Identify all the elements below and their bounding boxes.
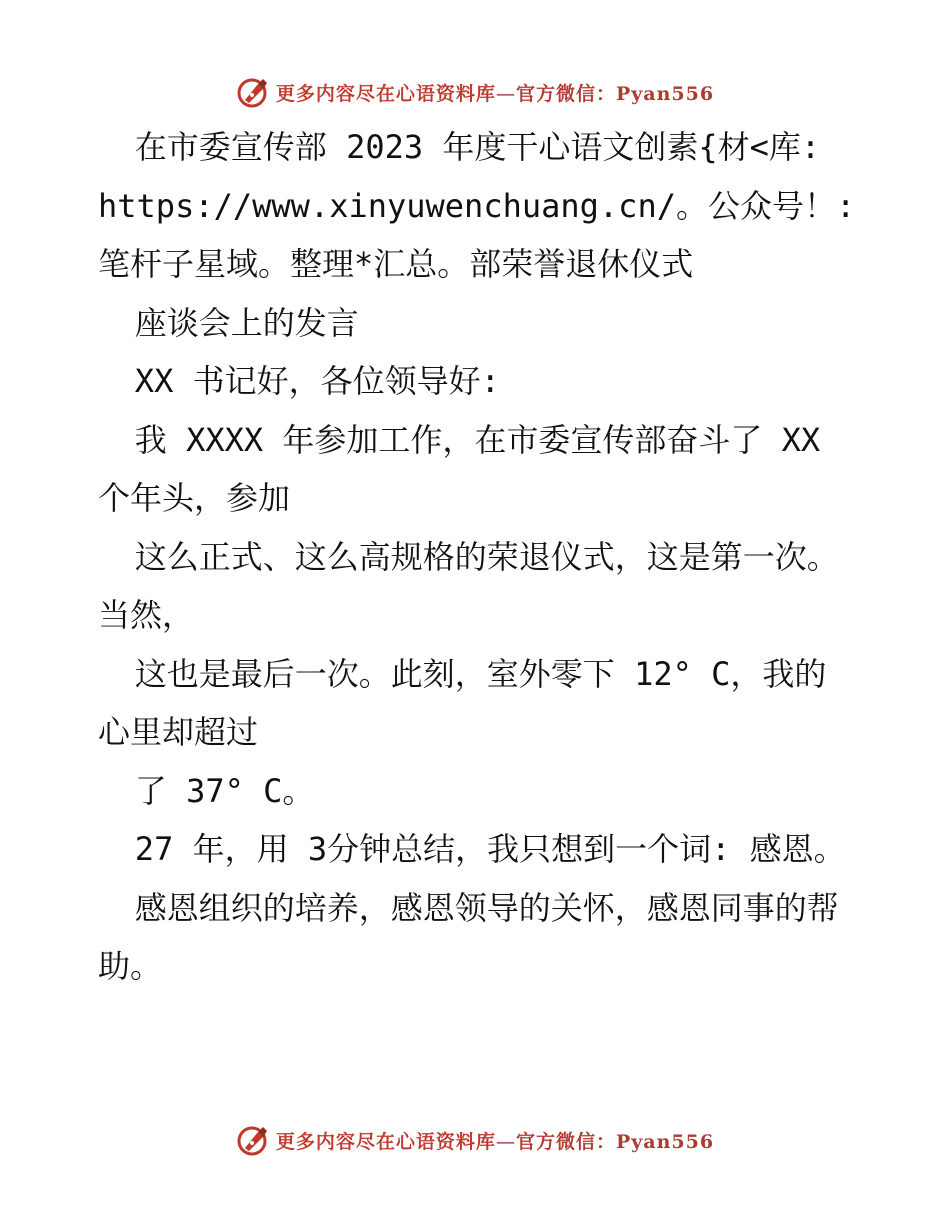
- paragraph-ceremony: 这么正式、这么高规格的荣退仪式，这是第一次。当然，: [98, 537, 839, 634]
- footer-banner: [0, 1120, 950, 1160]
- banner-main-text: 更多内容尽在心语资料库: [275, 1130, 496, 1153]
- paragraph-thanks: 感恩组织的培养，感恩领导的关怀，感恩同事的帮助。: [98, 888, 839, 985]
- banner-wechat-text: 官方微信：Pyan556: [515, 82, 715, 105]
- paragraph-title-line: 座谈会上的发言: [134, 303, 359, 342]
- paragraph-gratitude: 27 年，用 3分钟总结，我只想到一个词: 感恩。: [134, 830, 846, 868]
- banner-dash: —: [495, 82, 516, 105]
- banner-dash: —: [495, 1130, 516, 1153]
- paragraph-temperature: 这也是最后一次。此刻，室外零下 12° C，我的心里却超过: [98, 654, 827, 751]
- header-banner: [0, 72, 950, 112]
- banner-main-text: 更多内容尽在心语资料库: [275, 82, 496, 105]
- banner-text: [276, 79, 714, 106]
- banner-wechat-text: 官方微信：Pyan556: [515, 1130, 715, 1153]
- document-body: [98, 118, 858, 996]
- paragraph-greeting: XX 书记好，各位领导好:: [134, 362, 500, 400]
- pen-nib-logo-icon: [236, 75, 270, 109]
- paragraph-career: 我 XXXX 年参加工作，在市委宣传部奋斗了 XX 个年头，参加: [98, 420, 821, 517]
- paragraph-temperature-end: 了 37° C。: [134, 771, 315, 810]
- pen-nib-logo-icon: [236, 1123, 270, 1157]
- banner-text: [276, 1127, 714, 1154]
- paragraph-intro: 在市委宣传部 2023 年度干心语文创素{材<库: https://www.xinyuwenchuang.cn/。公众号！: 笔杆子星域。整理*汇总。部荣誉退休仪式: [98, 128, 856, 283]
